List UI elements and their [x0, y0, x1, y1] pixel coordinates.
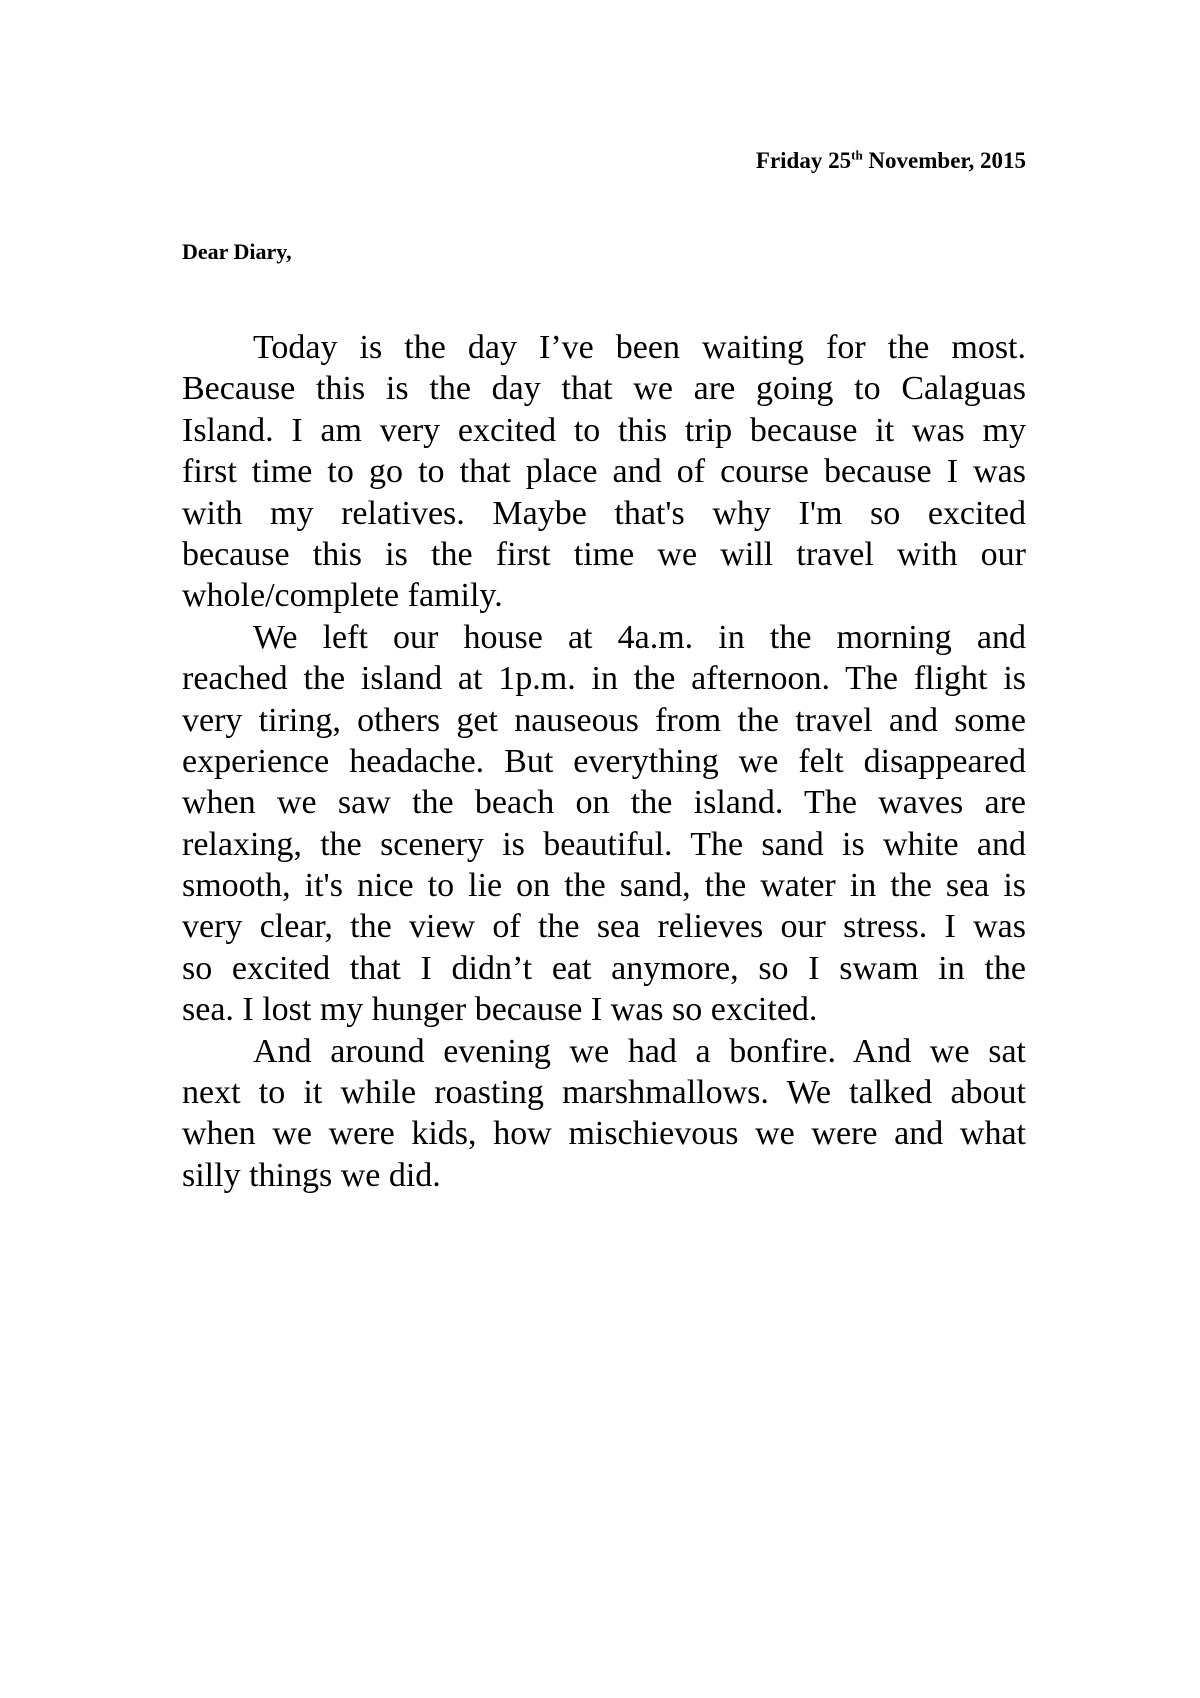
paragraph-line: because this is the first time we will travel with our	[182, 535, 1026, 573]
paragraph-line: Today is the day I’ve been waiting for the most.	[253, 329, 1026, 366]
paragraph-line: when we saw the beach on the island. The waves are	[182, 784, 1026, 822]
paragraph-line: very tiring, others get nauseous from the travel and some	[182, 701, 1026, 739]
paragraph-line: whole/complete family.	[182, 577, 503, 615]
entry-date	[756, 148, 1026, 174]
paragraph-line: silly things we did.	[182, 1156, 441, 1194]
paragraph-line: when we were kids, how mischievous we were and what	[182, 1115, 1026, 1153]
salutation: Dear Diary,	[182, 239, 292, 264]
paragraph-line: Island. I am very excited to this trip because it was my	[182, 411, 1026, 449]
paragraph-line: so excited that I didn’t eat anymore, so I swam in the	[182, 949, 1026, 987]
entry-date-ordinal: th	[851, 147, 863, 163]
paragraph-line: relaxing, the scenery is beautiful. The sand is white and	[182, 825, 1026, 863]
entry-date-rest: November, 2015	[862, 148, 1026, 173]
paragraph-line: experience headache. But everything we felt disappeared	[182, 742, 1026, 780]
paragraph-line: smooth, it's nice to lie on the sand, the water in the sea is	[182, 867, 1026, 905]
paragraph-line: We left our house at 4a.m. in the morning and	[253, 618, 1026, 656]
diary-body	[182, 327, 1026, 1196]
paragraph-line: And around evening we had a bonfire. And we sat	[253, 1032, 1026, 1070]
paragraph-line: sea. I lost my hunger because I was so excited.	[182, 991, 818, 1029]
paragraph-line: Because this is the day that we are going to Calaguas	[182, 370, 1026, 408]
paragraph-line: first time to go to that place and of course because I was	[182, 453, 1026, 491]
paragraph-line: next to it while roasting marshmallows. We talked about	[182, 1074, 1026, 1112]
paragraph-line: very clear, the view of the sea relieves our stress. I was	[182, 908, 1026, 946]
paragraph-1	[182, 327, 1026, 617]
paragraph-3	[182, 1031, 1026, 1197]
paragraph-2	[182, 617, 1026, 1031]
paragraph-line: with my relatives. Maybe that's why I'm so excited	[182, 494, 1026, 532]
entry-date-main: Friday 25	[755, 148, 852, 173]
paragraph-line: reached the island at 1p.m. in the afternoon. The flight is	[182, 660, 1026, 698]
